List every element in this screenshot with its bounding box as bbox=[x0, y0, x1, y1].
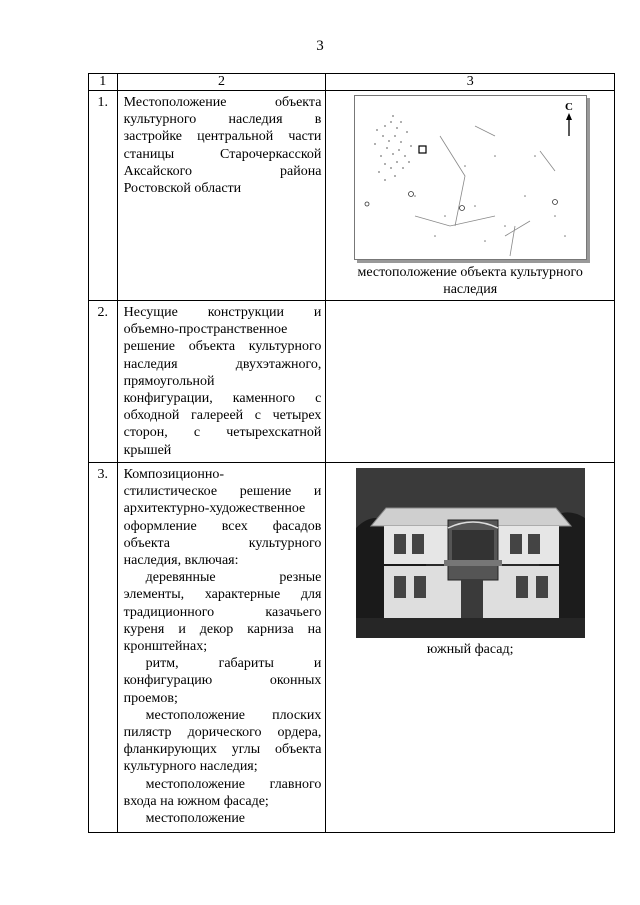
text-line: Местоположение объекта bbox=[123, 95, 322, 110]
page-number: 3 bbox=[316, 38, 324, 54]
row-description bbox=[117, 463, 326, 833]
text-line: куреня и декор карниза на bbox=[123, 621, 322, 637]
map-roads bbox=[415, 126, 555, 256]
row-number: 3. bbox=[89, 463, 118, 833]
text-line: оформление всех фасадов bbox=[123, 518, 322, 534]
landmark-icon bbox=[459, 206, 464, 211]
photo-caption: южный фасад; bbox=[426, 642, 514, 657]
header-col-3: 3 bbox=[326, 74, 615, 91]
text-line: местоположение главного bbox=[145, 776, 322, 792]
text-line: станицы Старочеркасской bbox=[123, 146, 322, 162]
text-line: обходной галереей с четырех bbox=[123, 408, 322, 424]
map-dots bbox=[374, 115, 566, 242]
heritage-table bbox=[88, 73, 615, 833]
text-line: объекта культурного bbox=[123, 535, 322, 551]
text-line: стилистическое решение и bbox=[123, 484, 322, 500]
text-line: ритм, габариты и bbox=[145, 656, 322, 672]
text-line: сторон, с четырехскатной bbox=[123, 425, 322, 441]
row-image-cell bbox=[326, 91, 615, 301]
text-line: элементы, характерные для bbox=[123, 587, 322, 603]
header-col-2: 2 bbox=[117, 74, 326, 91]
text-line: деревянные резные bbox=[145, 570, 322, 586]
text-line: пилястр дорического ордера, bbox=[123, 725, 322, 741]
text-line: крышей bbox=[123, 442, 172, 458]
text-line: наследия, включая: bbox=[123, 553, 239, 569]
map-caption: местоположение объекта культурного наследия bbox=[357, 265, 583, 297]
table-row bbox=[89, 91, 615, 301]
text-line: проемов; bbox=[123, 690, 178, 706]
landmark-icon bbox=[552, 200, 557, 205]
text-line: культурного наследия в bbox=[123, 112, 322, 128]
table-row bbox=[89, 463, 615, 833]
text-line: застройке центральной части bbox=[123, 129, 322, 145]
text-line: решение объекта культурного bbox=[123, 339, 322, 355]
south-facade-photo bbox=[356, 468, 585, 638]
text-line: конфигурации, каменного с bbox=[123, 391, 322, 407]
text-line: наследия двухэтажного, bbox=[123, 356, 322, 372]
text-line: Ростовской области bbox=[123, 181, 242, 197]
text-line: фланкирующих углы объекта bbox=[123, 742, 322, 758]
text-line: кронштейнах; bbox=[123, 639, 208, 655]
object-marker-icon bbox=[419, 146, 426, 153]
north-label: С bbox=[564, 101, 573, 113]
text-line: местоположение bbox=[145, 811, 246, 827]
text-line: прямоугольной bbox=[123, 373, 215, 389]
row-image-cell-empty bbox=[326, 301, 615, 463]
text-line: объемно-пространственное bbox=[123, 322, 288, 338]
landmark-icon bbox=[365, 202, 369, 206]
row-number: 2. bbox=[89, 301, 118, 463]
text-line: Аксайского района bbox=[123, 163, 322, 179]
text-line: культурного наследия; bbox=[123, 759, 258, 775]
row-image-cell bbox=[326, 463, 615, 833]
map-graphic bbox=[355, 96, 586, 259]
text-line: Несущие конструкции и bbox=[123, 305, 322, 320]
facade-graphic bbox=[356, 468, 585, 638]
row-number: 1. bbox=[89, 91, 118, 301]
row-description bbox=[117, 91, 326, 301]
table-header-row bbox=[89, 74, 615, 91]
header-col-1: 1 bbox=[89, 74, 118, 91]
text-line: входа на южном фасаде; bbox=[123, 793, 269, 809]
text-line: Композиционно- bbox=[123, 467, 224, 482]
location-map bbox=[354, 95, 587, 260]
text-line: традиционного казачьего bbox=[123, 604, 322, 620]
text-line: конфигурацию оконных bbox=[123, 673, 322, 689]
landmark-icon bbox=[408, 192, 413, 197]
north-arrow-head-icon bbox=[566, 113, 572, 120]
text-line: архитектурно-художественное bbox=[123, 501, 306, 517]
table-row bbox=[89, 301, 615, 463]
text-line: местоположение плоских bbox=[145, 707, 322, 723]
row-description bbox=[117, 301, 326, 463]
